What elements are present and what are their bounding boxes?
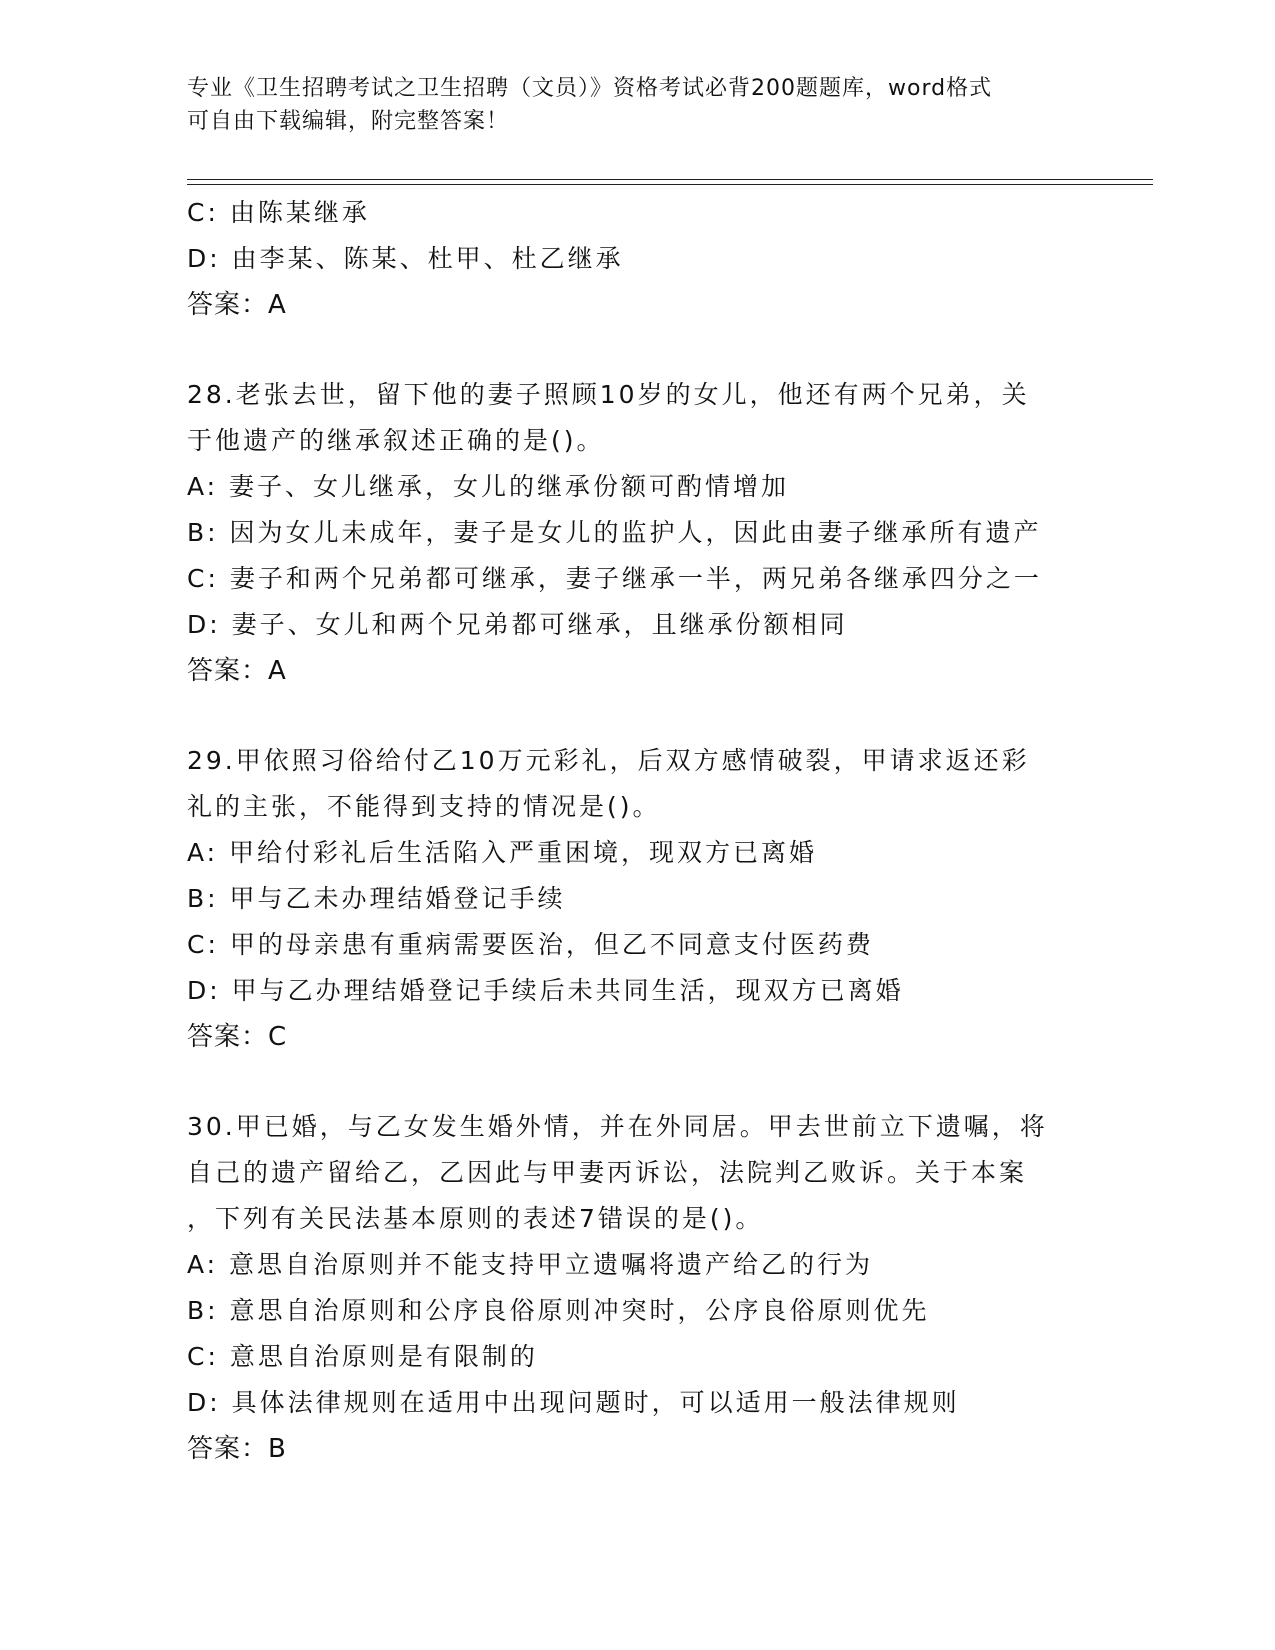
- question-stem: 礼的主张，不能得到支持的情况是()。: [187, 792, 661, 821]
- question-stem: 29.甲依照习俗给付乙10万元彩礼，后双方感情破裂，甲请求返还彩: [187, 746, 1030, 775]
- header-line-1: 专业《卫生招聘考试之卫生招聘（文员）》资格考试必背200题题库，word格式: [187, 76, 993, 101]
- option-a: A: 甲给付彩礼后生活陷入严重困境，现双方已离婚: [187, 838, 818, 867]
- header-rule-top: [187, 179, 1153, 180]
- header-rule-bottom: [187, 184, 1153, 185]
- question-stem: 30.甲已婚，与乙女发生婚外情，并在外同居。甲去世前立下遗嘱，将: [187, 1112, 1048, 1141]
- option-b: B: 意思自治原则和公序良俗原则冲突时，公序良俗原则优先: [187, 1296, 930, 1325]
- option-d: D: 妻子、女儿和两个兄弟都可继承，且继承份额相同: [187, 610, 848, 639]
- header-line-2: 可自由下载编辑，附完整答案！: [187, 109, 510, 134]
- document-body: [187, 190, 1087, 1472]
- document-header: [187, 72, 1087, 138]
- option-a: A: 妻子、女儿继承，女儿的继承份额可酌情增加: [187, 472, 790, 501]
- question-30: [187, 1104, 1087, 1472]
- spacer: [187, 694, 1087, 738]
- question-stem: ，下列有关民法基本原则的表述7错误的是()。: [187, 1204, 764, 1233]
- spacer: [187, 1060, 1087, 1104]
- option-b: B: 因为女儿未成年，妻子是女儿的监护人，因此由妻子继承所有遗产: [187, 518, 1042, 547]
- answer-line: 答案：A: [187, 656, 287, 686]
- question-stem: 自己的遗产留给乙，乙因此与甲妻丙诉讼，法院判乙败诉。关于本案: [187, 1158, 1028, 1187]
- spacer: [187, 328, 1087, 372]
- option-d: D: 具体法律规则在适用中出现问题时，可以适用一般法律规则: [187, 1388, 960, 1417]
- question-27-tail: [187, 190, 1087, 328]
- question-stem: 28.老张去世，留下他的妻子照顾10岁的女儿，他还有两个兄弟，关: [187, 380, 1030, 409]
- question-stem: 于他遗产的继承叙述正确的是()。: [187, 426, 605, 455]
- answer-line: 答案：A: [187, 290, 287, 320]
- option-a: A: 意思自治原则并不能支持甲立遗嘱将遗产给乙的行为: [187, 1250, 874, 1279]
- option-d: D: 由李某、陈某、杜甲、杜乙继承: [187, 244, 624, 273]
- option-d: D: 甲与乙办理结婚登记手续后未共同生活，现双方已离婚: [187, 976, 904, 1005]
- answer-line: 答案：C: [187, 1022, 288, 1052]
- option-c: C: 妻子和两个兄弟都可继承，妻子继承一半，两兄弟各继承四分之一: [187, 564, 1042, 593]
- question-29: [187, 738, 1087, 1060]
- option-c: C: 意思自治原则是有限制的: [187, 1342, 538, 1371]
- question-28: [187, 372, 1087, 694]
- option-c: C: 甲的母亲患有重病需要医治，但乙不同意支付医药费: [187, 930, 874, 959]
- option-c: C: 由陈某继承: [187, 198, 370, 227]
- answer-line: 答案：B: [187, 1434, 287, 1464]
- option-b: B: 甲与乙未办理结婚登记手续: [187, 884, 566, 913]
